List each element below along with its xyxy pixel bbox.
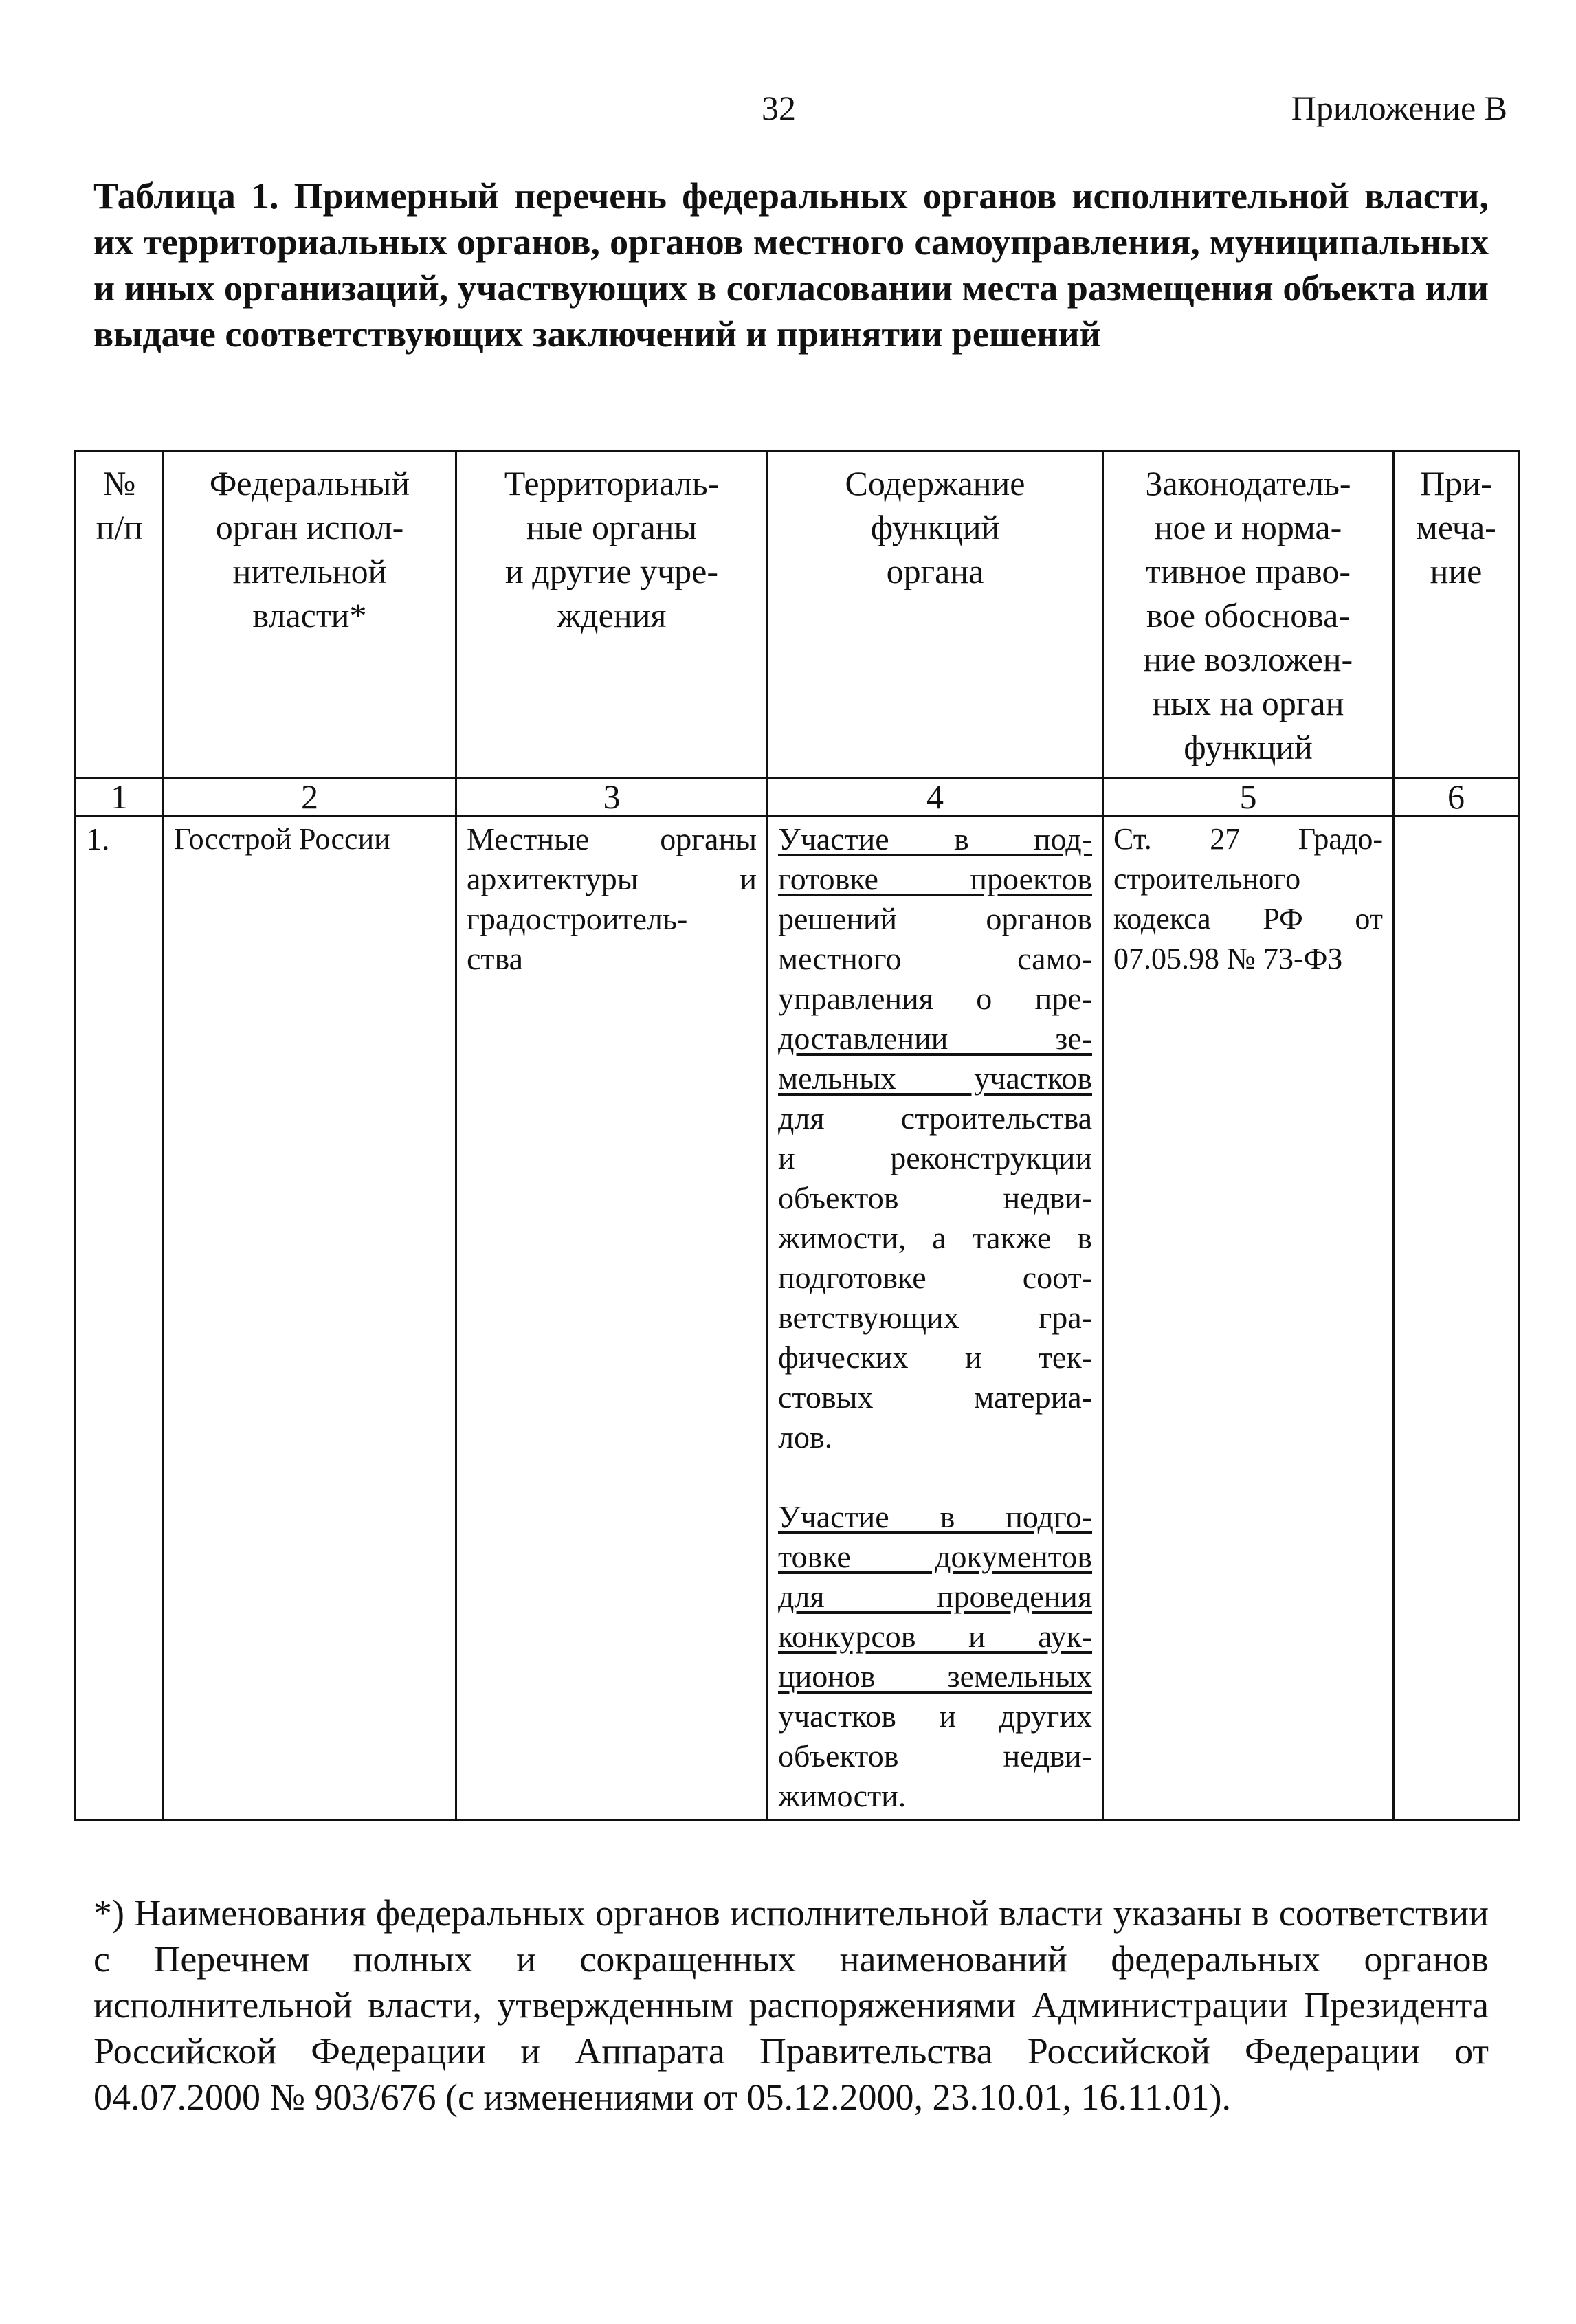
header-territorial bbox=[456, 451, 768, 779]
appendix-label: Приложение В bbox=[1291, 89, 1507, 127]
header-row bbox=[76, 451, 1519, 779]
cell-line: 07.05.98 № 73-ФЗ bbox=[1113, 942, 1343, 975]
cell-line: Участие в под- bbox=[778, 821, 1092, 856]
header-line: Территориаль- bbox=[504, 464, 720, 502]
cell-line: лов. bbox=[778, 1419, 833, 1454]
cell-line: градостроитель- bbox=[467, 901, 688, 936]
cell-line: ства bbox=[467, 941, 524, 976]
header-line: власти* bbox=[252, 596, 367, 634]
cell-line: ветствующих гра- bbox=[778, 1300, 1092, 1335]
header-line: п/п bbox=[96, 508, 143, 546]
cell-line: управления о пре- bbox=[778, 981, 1092, 1016]
cell-line: конкурсов и аук- bbox=[778, 1619, 1092, 1654]
header-line: тивное право- bbox=[1145, 552, 1351, 590]
column-number: 4 bbox=[768, 779, 1103, 816]
header-number bbox=[76, 451, 164, 779]
header-line: и другие учре- bbox=[505, 552, 718, 590]
territorial-bodies bbox=[456, 816, 768, 1820]
paragraph-gap bbox=[778, 1457, 1092, 1497]
header-line: вое обоснова- bbox=[1146, 596, 1350, 634]
column-number: 1 bbox=[76, 779, 164, 816]
cell-line: подготовке соот- bbox=[778, 1260, 1092, 1295]
cell-line: жимости, а также в bbox=[778, 1220, 1092, 1255]
cell-line: объектов недви- bbox=[778, 1738, 1092, 1773]
cell-line: объектов недви- bbox=[778, 1180, 1092, 1215]
header-line: Содержание bbox=[845, 464, 1025, 502]
row-number: 1. bbox=[76, 816, 164, 1820]
column-number: 2 bbox=[164, 779, 456, 816]
cell-line: жимости. bbox=[778, 1778, 907, 1813]
header-federal-body bbox=[164, 451, 456, 779]
header-line: ное и норма- bbox=[1154, 508, 1342, 546]
cell-line: мельных участков bbox=[778, 1061, 1092, 1096]
note bbox=[1394, 816, 1519, 1820]
header-line: ждения bbox=[557, 596, 667, 634]
header-line: органа bbox=[886, 552, 984, 590]
functions bbox=[768, 816, 1103, 1820]
cell-line: для строительства bbox=[778, 1100, 1092, 1136]
column-number: 6 bbox=[1394, 779, 1519, 816]
header-line: ние bbox=[1430, 552, 1483, 590]
footnote: *) Наименования федеральных органов исполнительной власти указаны в соответствии с Перечнем полных и сокращенных наименований федеральных органов исполнительной власти, утвержденным распоряжениями Администрации Президента Российской Федерации и Аппарата Правительства Российской Федерации от 04.07.2000 № 903/676 (с изменениями от 05.12.2000, 23.10.01, 16.11.01). bbox=[93, 1892, 1489, 2118]
cell-line: решений органов bbox=[778, 901, 1092, 936]
header-line: функций bbox=[870, 508, 1000, 546]
cell-line: фических и тек- bbox=[778, 1340, 1092, 1375]
cell-line: Местные органы bbox=[467, 821, 757, 856]
cell-line: участков и других bbox=[778, 1698, 1092, 1734]
page-number: 32 bbox=[762, 89, 796, 127]
cell-line: готовке проектов bbox=[778, 861, 1092, 896]
cell-line: кодекса РФ от bbox=[1113, 902, 1383, 936]
column-number: 5 bbox=[1103, 779, 1394, 816]
cell-line: местного само- bbox=[778, 941, 1092, 976]
table-title: Таблица 1. Примерный перечень федеральных органов исполнительной власти, их территориальных органов, органов местного самоуправления, муниципальных и иных организаций, участвующих в согласовании места размещения объекта или выдаче соответствующих заключений и принятии решений bbox=[93, 175, 1489, 355]
header-line: функций bbox=[1184, 728, 1313, 766]
cell-line: Участие в подго- bbox=[778, 1499, 1092, 1534]
header-line: меча- bbox=[1416, 508, 1496, 546]
agencies-table bbox=[74, 450, 1520, 1821]
header-line: Федеральный bbox=[209, 464, 410, 502]
cell-line: Ст. 27 Градо- bbox=[1113, 822, 1383, 856]
header-line: ние возложен- bbox=[1143, 640, 1353, 678]
column-number: 3 bbox=[456, 779, 768, 816]
table-row bbox=[76, 816, 1519, 1820]
cell-line: и реконструкции bbox=[778, 1140, 1092, 1175]
header-functions bbox=[768, 451, 1103, 779]
header-line: Законодатель- bbox=[1145, 464, 1351, 502]
header-line: При- bbox=[1420, 464, 1492, 502]
cell-line: товке документов bbox=[778, 1539, 1092, 1574]
header-line: орган испол- bbox=[215, 508, 404, 546]
cell-line: стовых материа- bbox=[778, 1380, 1092, 1415]
cell-line: строительного bbox=[1113, 862, 1301, 896]
header-line: № bbox=[102, 464, 136, 502]
cell-line: архитектуры и bbox=[467, 861, 757, 896]
header-line: ных на орган bbox=[1152, 684, 1344, 722]
cell-line: ционов земельных bbox=[778, 1659, 1092, 1694]
legal-basis bbox=[1103, 816, 1394, 1820]
column-number-row bbox=[76, 779, 1519, 816]
header-line: ные органы bbox=[526, 508, 698, 546]
header-note bbox=[1394, 451, 1519, 779]
header-line: нительной bbox=[232, 552, 387, 590]
cell-line: для проведения bbox=[778, 1579, 1092, 1614]
federal-body: Госстрой России bbox=[164, 816, 456, 1820]
header-legal-basis bbox=[1103, 451, 1394, 779]
cell-line: доставлении зе- bbox=[778, 1021, 1092, 1056]
